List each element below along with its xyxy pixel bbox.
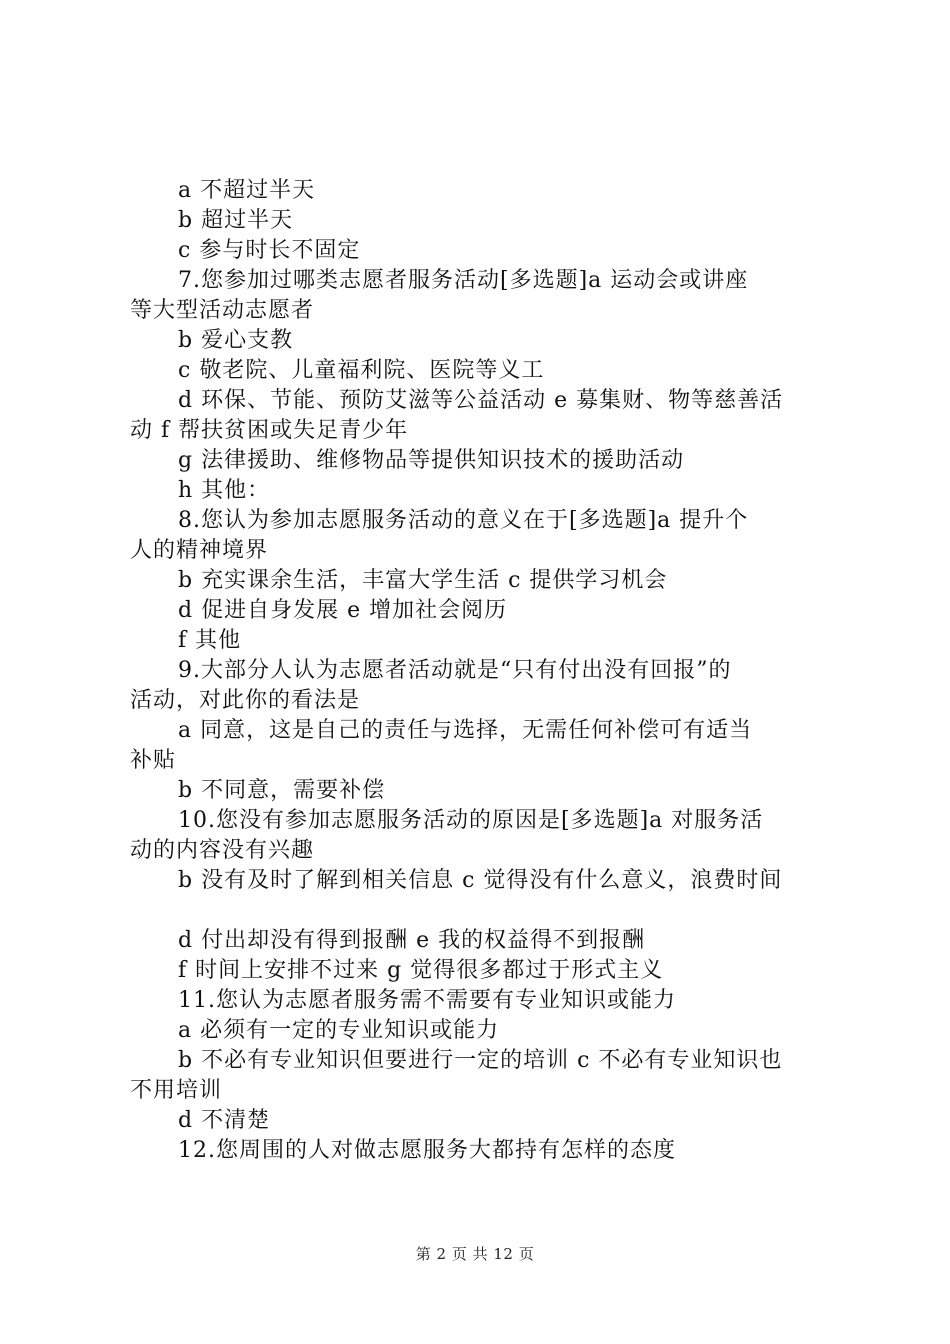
- text-line: a 同意，这是自己的责任与选择，无需任何补偿可有适当: [178, 718, 753, 743]
- text-line: b 不同意，需要补偿: [178, 778, 386, 803]
- text-line: 活动，对此你的看法是: [130, 688, 361, 713]
- page-footer: 第 2 页 共 12 页: [415, 1245, 535, 1263]
- text-line: d 付出却没有得到报酬 e 我的权益得不到报酬: [178, 928, 646, 953]
- question-10: 10.您没有参加志愿服务活动的原因是[多选题]a 对服务活: [178, 808, 764, 833]
- question-12: 12.您周围的人对做志愿服务大都持有怎样的态度: [178, 1138, 676, 1163]
- text-line: b 充实课余生活，丰富大学生活 c 提供学习机会: [178, 568, 668, 593]
- text-line: d 不清楚: [178, 1108, 271, 1133]
- text-line: b 爱心支教: [178, 328, 294, 353]
- text-line: d 促进自身发展 e 增加社会阅历: [178, 598, 508, 623]
- text-line: 动 f 帮扶贫困或失足青少年: [130, 418, 409, 443]
- text-line: d 环保、节能、预防艾滋等公益活动 e 募集财、物等慈善活: [178, 388, 784, 413]
- text-line: c 参与时长不固定: [178, 238, 361, 263]
- text-line: g 法律援助、维修物品等提供知识技术的援助活动: [178, 448, 685, 473]
- text-line: b 没有及时了解到相关信息 c 觉得没有什么意义，浪费时间: [178, 868, 783, 893]
- text-line: b 不必有专业知识但要进行一定的培训 c 不必有专业知识也: [178, 1048, 783, 1073]
- text-line: 补贴: [130, 748, 177, 773]
- text-line: a 不超过半天: [178, 178, 316, 203]
- text-line: 不用培训: [130, 1078, 223, 1103]
- text-line: a 必须有一定的专业知识或能力: [178, 1018, 500, 1043]
- text-line: 动的内容没有兴趣: [130, 838, 315, 863]
- text-line: h 其他：: [178, 478, 271, 503]
- text-line: f 时间上安排不过来 g 觉得很多都过于形式主义: [178, 958, 664, 983]
- question-7: 7.您参加过哪类志愿者服务活动[多选题]a 运动会或讲座: [178, 268, 749, 293]
- paragraph-gap: [130, 896, 830, 926]
- text-line: 等大型活动志愿者: [130, 298, 315, 323]
- text-line: c 敬老院、儿童福利院、医院等义工: [178, 358, 545, 383]
- text-line: 人的精神境界: [130, 538, 269, 563]
- text-line: f 其他: [178, 628, 242, 653]
- question-9: 9.大部分人认为志愿者活动就是“只有付出没有回报”的: [178, 658, 732, 683]
- text-line: b 超过半天: [178, 208, 294, 233]
- question-11: 11.您认为志愿者服务需不需要有专业知识或能力: [178, 988, 676, 1013]
- question-8: 8.您认为参加志愿服务活动的意义在于[多选题]a 提升个: [178, 508, 749, 533]
- document-body: [130, 176, 830, 1166]
